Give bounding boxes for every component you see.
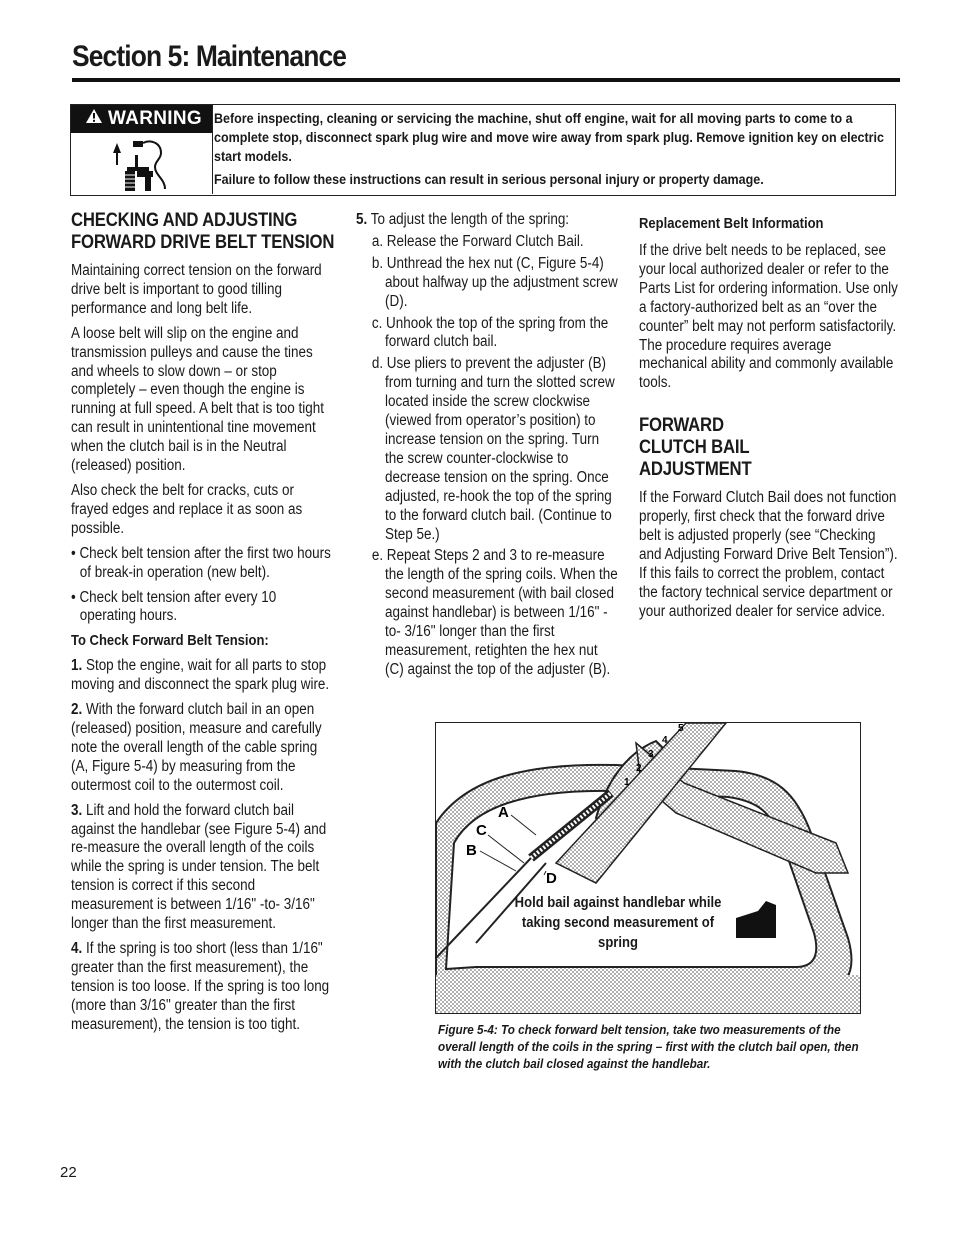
title-rule	[72, 78, 900, 82]
substep-item: b. Unthread the hex nut (C, Figure 5-4) about halfway up the adjustment screw (D).	[371, 254, 618, 310]
step-item	[71, 657, 335, 695]
bullet-item: • Check belt tension after the first two hours of break-in operation (new belt).	[71, 544, 331, 581]
check-tension-subheading: To Check Forward Belt Tension:	[71, 633, 269, 650]
replacement-belt-heading: Replacement Belt Information	[639, 216, 824, 232]
step-number: 1.	[71, 657, 83, 675]
column-1	[71, 210, 335, 1041]
page-number: 22	[60, 1164, 77, 1181]
col1-paragraph-2: A loose belt will slip on the engine and transmission pulleys and cause the tines and wheels to slow down – or stop completely – even though the engine is running at full speed. A belt that is too tight can result in unintentional tine movement when the clutch bail is in the Neutral (released) position.	[71, 324, 324, 475]
step-number: 4.	[71, 940, 83, 957]
col3-paragraph-2: If the Forward Clutch Bail does not function properly, first check that the forward drive belt is adjusted properly (see “Checking and Adjusting Forward Drive Belt Tension”). If this fails to correct the problem, contact the factory technical service department or your authorized dealer for service advice.	[639, 489, 898, 620]
substep-item: a. Release the Forward Clutch Bail.	[371, 232, 584, 250]
warning-badge-area	[71, 105, 213, 194]
tension-steps-list	[71, 657, 335, 1034]
label-b: B	[466, 842, 477, 859]
warning-badge	[71, 105, 212, 133]
ruler-mark: 5	[678, 723, 684, 734]
warning-text-1: Before inspecting, cleaning or servicing the machine, shut off engine, wait for all moving parts to come to a complete stop, disconnect spark plug wire and move wire away from spark plug. Remove ignition key on electric start models.	[214, 111, 884, 164]
col3-paragraph-1: If the drive belt needs to be replaced, see your local authorized dealer or refer to the Parts List for ordering information. Use only a factory-authorized belt as an “over the counter” belt may not perform satisfactorily. The procedure requires average mechanical ability and commonly available tools.	[639, 242, 898, 392]
warning-text	[214, 109, 893, 189]
column-3	[639, 213, 901, 628]
substep-item: c. Unhook the top of the spring from the forward clutch bail.	[371, 314, 609, 351]
figure-5-4	[435, 722, 861, 1014]
ruler-mark: 2	[636, 763, 642, 774]
substep-item: d. Use pliers to prevent the adjuster (B) from turning and turn the slotted screw located inside the screw clockwise (viewed from operator’s position) to increase tension on the spring. Turn the screw counter-clockwise to decrease tension on the spring. Once adjusted, re-hook the top of the spring to the forward clutch bail. (Continue to Step 5e.)	[371, 355, 615, 543]
col1-paragraph-3: Also check the belt for cracks, cuts or frayed edges and replace it as soon as possible.	[71, 481, 303, 537]
step-item	[71, 701, 335, 796]
lower-bar	[436, 975, 861, 1014]
ruler-mark: 4	[662, 735, 668, 746]
figure-callout: Hold bail against handlebar while taking second measurement of spring	[514, 895, 722, 951]
warning-badge-label: WARNING	[108, 108, 202, 129]
warning-box	[70, 104, 896, 196]
substep-item: e. Repeat Steps 2 and 3 to re-measure the length of the spring coils. When the second measurement (with bail closed against handlebar) is between 1/16" -to- 3/16" longer than the first measurement, retighten the hex nut (C) against the top of the adjuster (B).	[371, 547, 618, 678]
adjust-substeps-list	[372, 233, 618, 680]
ruler-mark: 1	[624, 777, 630, 788]
step-number: 3.	[71, 801, 83, 819]
figure-caption: Figure 5-4: To check forward belt tension, take two measurements of the overall length of the coils in the spring – first with the clutch bail open, then with the clutch bail closed against the handlebar.	[438, 1022, 859, 1071]
step-text: To adjust the length of the spring:	[370, 211, 570, 228]
step-item	[71, 940, 335, 1035]
col1-paragraph-1: Maintaining correct tension on the forward drive belt is important to good tilling performance and long belt life.	[71, 262, 322, 317]
clutch-bail-heading: FORWARD CLUTCH BAIL ADJUSTMENT	[639, 415, 752, 481]
shutoff-engine-icon	[109, 139, 175, 198]
belt-tension-heading: CHECKING AND ADJUSTING FORWARD DRIVE BELT TENSION	[71, 210, 335, 253]
step-text: Lift and hold the forward clutch bail against the handlebar (see Figure 5-4) and re-measure the overall length of the coils while the spring is under tension. The belt tension is correct if this second measurement is between 1/16" -to- 3/16" longer than the first measurement.	[71, 801, 327, 933]
figure-illustration	[436, 723, 861, 1014]
step-text: With the forward clutch bail in an open (released) position, measure and carefully note the overall length of the cable spring (A, Figure 5-4) by measuring from the outermost coil to the outermost coil.	[71, 701, 322, 794]
step-text: Stop the engine, wait for all parts to stop moving and disconnect the spark plug wire.	[71, 657, 330, 694]
warning-text-2: Failure to follow these instructions can result in serious personal injury or property damage.	[214, 172, 764, 187]
step-item	[71, 802, 335, 934]
label-c: C	[476, 822, 487, 839]
label-a: A	[498, 804, 509, 821]
ruler-mark: 3	[648, 749, 654, 760]
section-title: Section 5: Maintenance	[72, 40, 347, 73]
bullet-item: • Check belt tension after every 10 operating hours.	[71, 588, 277, 625]
warning-triangle-icon	[85, 105, 103, 133]
step-text: If the spring is too short (less than 1/16" greater than the first measurement), the tension is too loose. If the spring is too long (more than 3/16" greater than the first measurement), the tension is too tight.	[71, 940, 330, 1033]
label-d: D	[546, 870, 557, 887]
step-number: 5.	[356, 211, 368, 228]
step-5	[356, 211, 618, 230]
column-2	[356, 211, 618, 683]
step-number: 2.	[71, 701, 83, 719]
